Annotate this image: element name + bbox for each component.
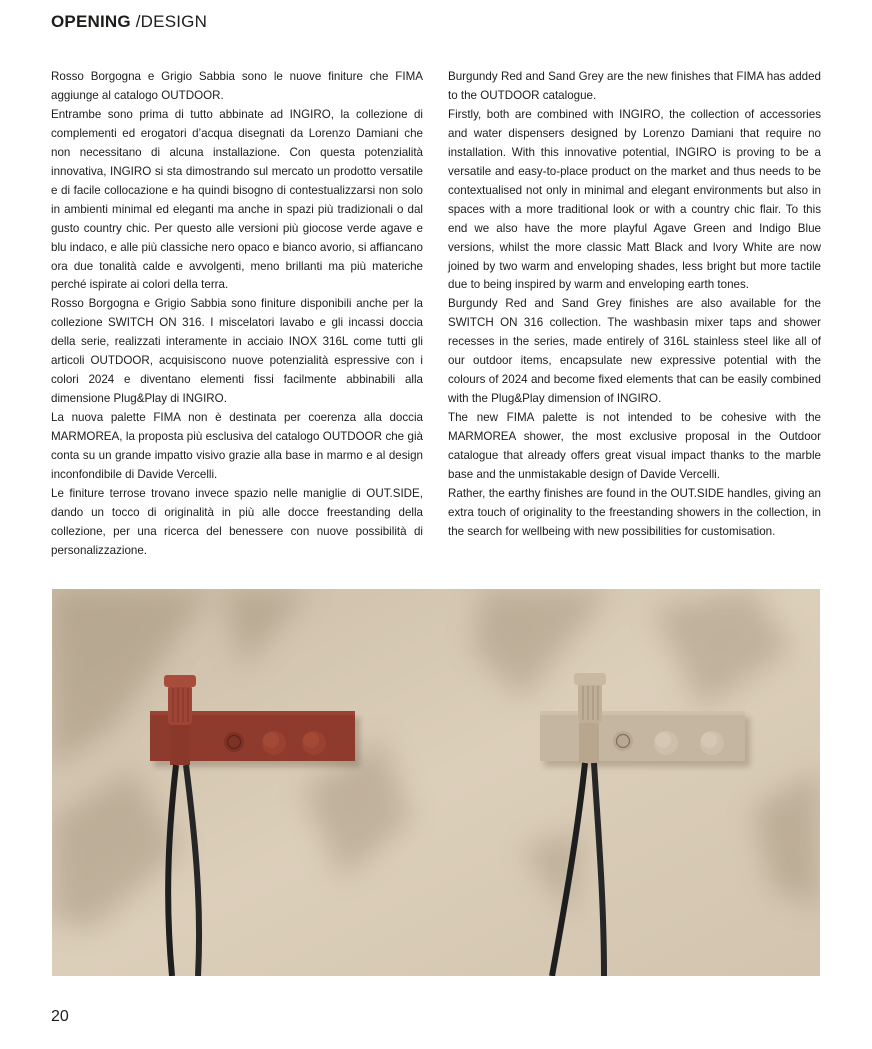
section-subtitle: /DESIGN — [135, 12, 208, 31]
paragraph: La nuova palette FIMA non è destinata per coerenza alla doccia MARMOREA, la proposta più esclusiva del catalogo OUTDOOR che già conta su un grande impatto visivo grazie alla base in marmo e al design inconfondibile di Davide Vercelli. — [51, 411, 423, 482]
italian-text-column — [51, 68, 423, 561]
paragraph: Burgundy Red and Sand Grey are the new finishes that FIMA has added to the OUTDOOR catalogue. — [448, 70, 821, 102]
english-text-column — [448, 68, 821, 542]
paragraph: Entrambe sono prima di tutto abbinate ad INGIRO, la collezione di complementi ed erogatori d’acqua disegnati da Lorenzo Damiani che non necessitano di alcuna installazione. Con questa potenzialità innovativa, INGIRO si sta dimostrando sul mercato un prodotto versatile e di facile collocazione e ha quindi bisogno di contestualizzarsi non solo in ambienti minimal ed eleganti ma anche in spazi più tradizionali o dal gusto country chic. Per questo alle versioni più giocose verde agave e blu indaco, e alle più classiche nero opaco e bianco avorio, si affiancano ora due tonalità calde e avvolgenti, meno brillanti ma più materiche perché ispirate ai colori della terra. — [51, 107, 423, 292]
paragraph: Firstly, both are combined with INGIRO, the collection of accessories and water dispensers designed by Lorenzo Damiani that require no installation. With this innovative potential, INGIRO is proving to be a versatile and easy-to-place product on the market and thus needs to be contextualised not only in minimal and elegant environments but also in spaces with a more traditional look or with a country chic flair. To this end we also have the more playful Agave Green and Indigo Blue versions, whilst the more classic Matt Black and Ivory White are now joined by two warm and enveloping shades, less bright but more tactile due to being inspired by warm and enveloping earth tones. — [448, 107, 821, 292]
paragraph: Rosso Borgogna e Grigio Sabbia sono le nuove finiture che FIMA aggiunge al catalogo OUTDOOR. — [51, 70, 423, 102]
paragraph: The new FIMA palette is not intended to be cohesive with the MARMOREA shower, the most exclusive proposal in the Outdoor catalogue that already offers great visual impact thanks to the marble base and the unmistakable design of Davide Vercelli. — [448, 411, 821, 482]
paragraph: Le finiture terrose trovano invece spazio nelle maniglie di OUT.SIDE, dando un tocco di originalità in più alle docce freestanding della collezione, per una ricerca del benessere con nuove possibilità di personalizzazione. — [51, 486, 423, 557]
product-photo — [52, 589, 820, 976]
paragraph: Rosso Borgogna e Grigio Sabbia sono finiture disponibili anche per la collezione SWITCH ON 316. I miscelatori lavabo e gli incassi doccia della serie, realizzati interamente in acciaio INOX 316L come tutti gli articoli OUTDOOR, acquisiscono nuove potenzialità espressive con i colori 2024 e diventano elementi fissi facilmente abbinabili alla dimensione Plug&Play di INGIRO. — [51, 297, 423, 406]
page-number: 20 — [51, 1008, 69, 1025]
section-header — [51, 12, 207, 32]
section-title: OPENING — [51, 12, 131, 31]
paragraph: Rather, the earthy finishes are found in the OUT.SIDE handles, giving an extra touch of originality to the freestanding showers in the collection, in the search for wellbeing with new possibilities for customisation. — [448, 486, 821, 538]
product-illustration — [52, 589, 820, 976]
paragraph: Burgundy Red and Sand Grey finishes are also available for the SWITCH ON 316 collection. The washbasin mixer taps and shower recesses in the series, made entirely of 316L stainless steel like all of our outdoor items, encapsulate new expressive potential with the colours of 2024 and become fixed elements that can be easily combined with the Plug&Play dimension of INGIRO. — [448, 297, 821, 406]
